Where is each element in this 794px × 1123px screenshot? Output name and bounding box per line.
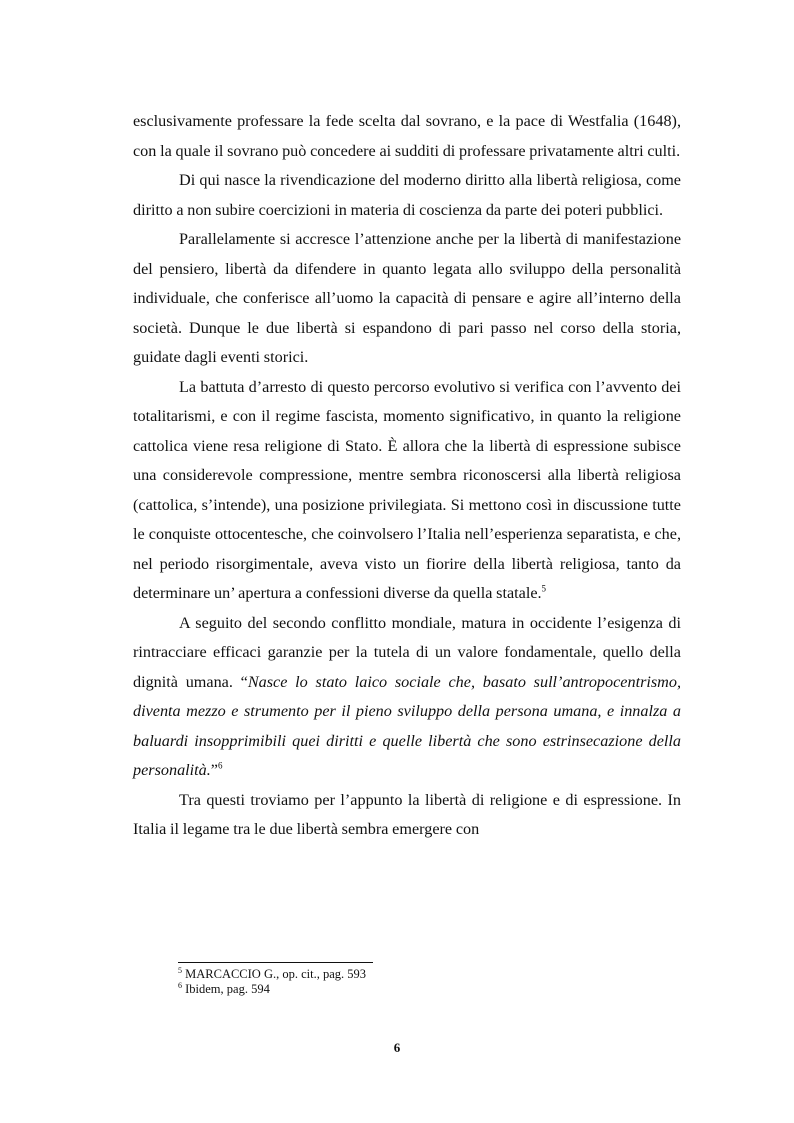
paragraph-5-intro: A seguito del secondo conflitto mondiale, matura in occidente l’esigenza di rintracciare efficaci garanzie per la tutela di un valore fondamentale, quello della dignità umana. “ <box>133 613 681 691</box>
footnote-separator <box>178 962 373 963</box>
paragraph-5 <box>133 609 681 786</box>
paragraph-4-text: La battuta d’arresto di questo percorso evolutivo si verifica con l’avvento dei totalitarismi, e con il regime fascista, momento significativo, in quanto la religione cattolica viene resa religione di Stato. È allora che la libertà di espressione subisce una considerevole compressione, mentre sembra riconoscersi alla libertà religiosa (cattolica, s’intende), una posizione privilegiata. Si mettono così in discussione tutte le conquiste ottocentesche, che coinvolsero l’Italia nell’esperienza separatista, e che, nel periodo risorgimentale, aveva visto un fiorire della libertà religiosa, tanto da determinare un’ apertura a confessioni diverse da quella statale. <box>133 377 681 602</box>
paragraph-5-quote: Nasce lo stato laico sociale che, basato sull’antropocentrismo, diventa mezzo e strumento per il pieno sviluppo della persona umana, e innalza a baluardi insopprimibili quei diritti e quelle libertà che sono estrinsecazione della personalità. <box>133 672 682 779</box>
footnote-ref-5: 5 <box>541 583 547 594</box>
paragraph-4 <box>133 373 681 609</box>
paragraph-1: esclusivamente professare la fede scelta dal sovrano, e la pace di Westfalia (1648), con la quale il sovrano può concedere ai sudditi di professare privatamente altri culti. <box>133 112 681 160</box>
footnote-ref-6: 6 <box>217 760 223 771</box>
footnote-6 <box>178 982 678 997</box>
footnote-5-number: 5 <box>178 965 182 975</box>
footnote-6-number: 6 <box>178 980 182 990</box>
paragraph-3: Parallelamente si accresce l’attenzione anche per la libertà di manifestazione del pensiero, libertà da difendere in quanto legata allo sviluppo della personalità individuale, che conferisce all’uomo la capacità di pensare e agire all’interno della società. Dunque le due libertà si espandono di pari passo nel corso della storia, guidate dagli eventi storici. <box>133 230 681 366</box>
footnote-5 <box>178 967 678 982</box>
body-text <box>133 107 681 845</box>
footnote-5-text: MARCACCIO G., op. cit., pag. 593 <box>185 967 367 981</box>
paragraph-2: Di qui nasce la rivendicazione del moderno diritto alla libertà religiosa, come diritto a non subire coercizioni in materia di coscienza da parte dei poteri pubblici. <box>133 171 681 219</box>
footnotes <box>178 962 678 997</box>
paragraph-5-close: ” <box>210 761 218 779</box>
page-number: 6 <box>393 1040 401 1055</box>
paragraph-6: Tra questi troviamo per l’appunto la libertà di religione e di espressione. In Italia il legame tra le due libertà sembra emergere con <box>133 790 681 838</box>
footnote-6-text: Ibidem, pag. 594 <box>185 982 270 996</box>
